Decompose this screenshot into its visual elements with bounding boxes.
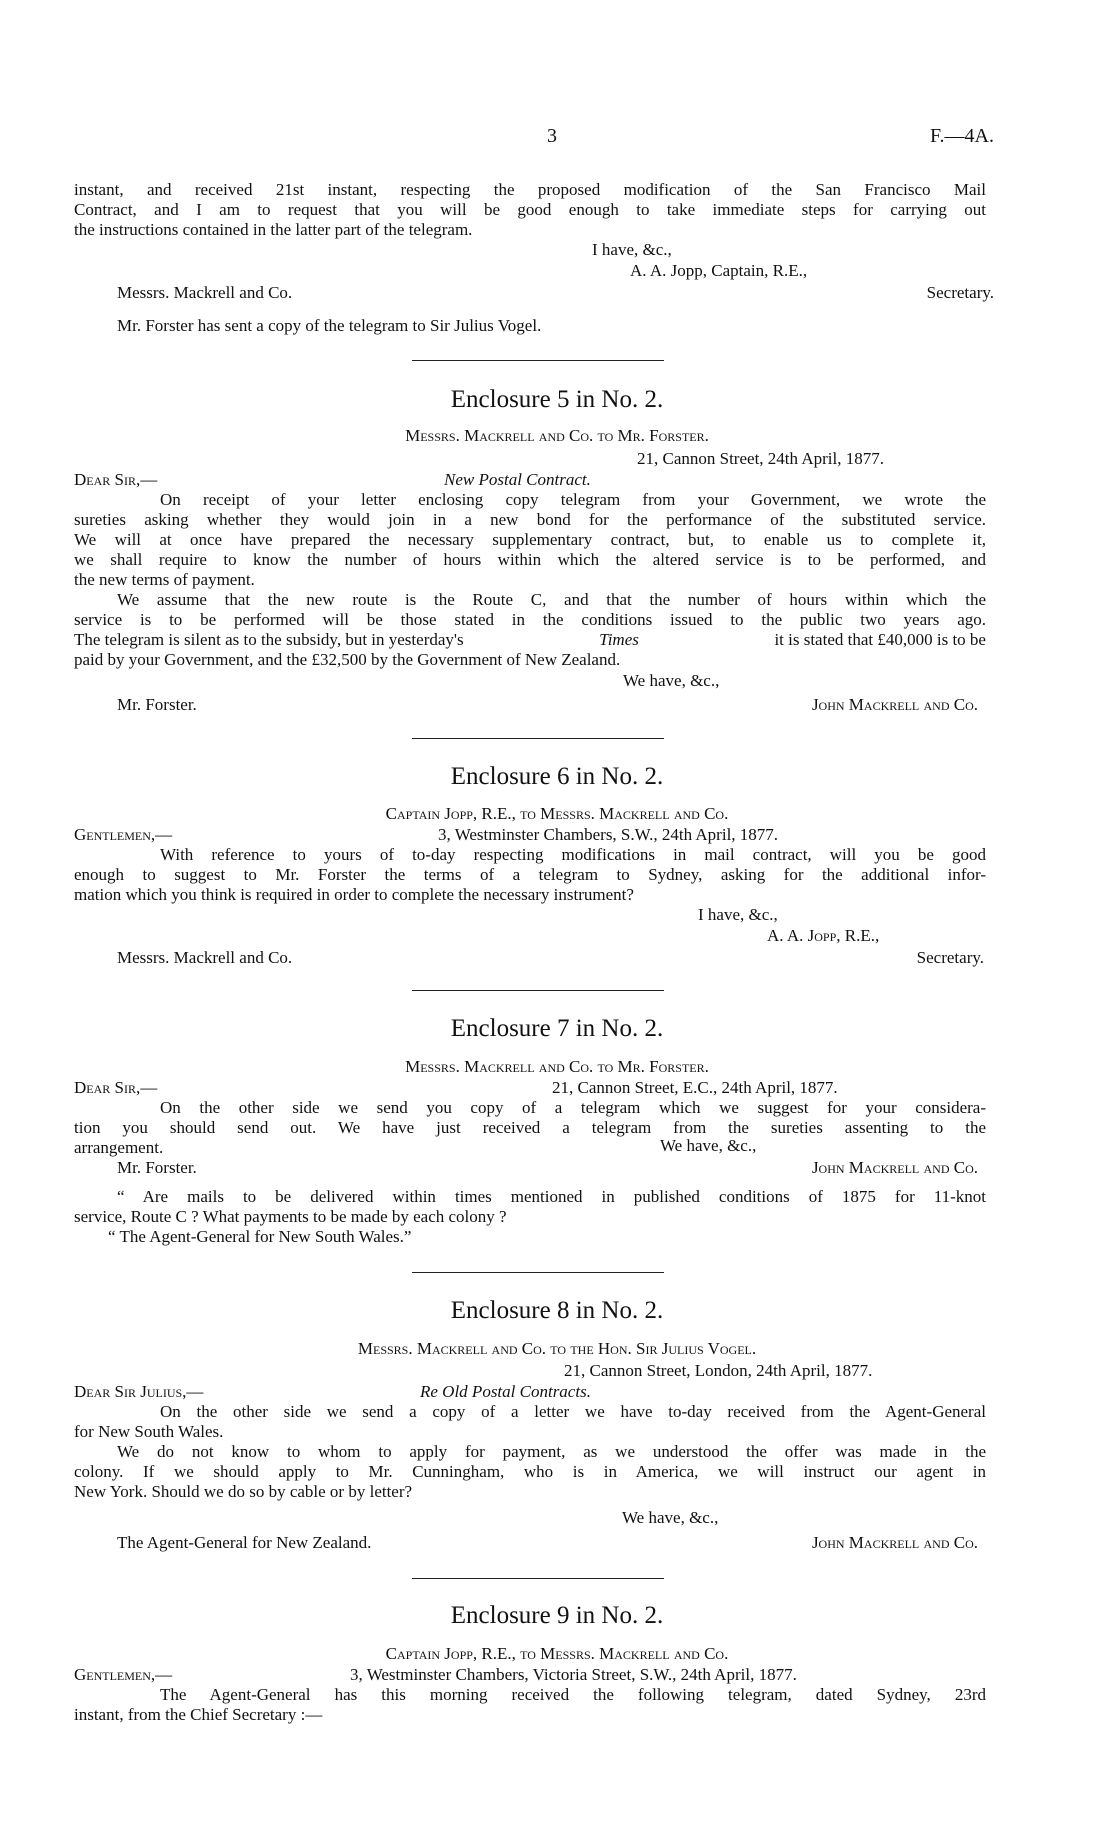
divider-rule [412, 990, 664, 991]
enclosure-6-address: 3, Westminster Chambers, S.W., 24th April, 1877. [438, 825, 779, 844]
enclosure-5-line-8 [74, 630, 986, 649]
enclosure-6-line-1: With reference to yours of to-day respecting modifications in mail contract, will you be good [160, 845, 986, 864]
enclosure-7-signature: John Mackrell and Co. [811, 1158, 978, 1177]
enclosure-6-line-3: mation which you think is required in order to complete the necessary instrument? [74, 885, 634, 904]
divider-rule [412, 1578, 664, 1579]
enclosure-6-signature: A. A. Jopp, R.E., [767, 926, 880, 945]
enclosure-6-closing: I have, &c., [698, 905, 778, 924]
enclosure-5-line-5: the new terms of payment. [74, 570, 255, 589]
enclosure-9-address: 3, Westminster Chambers, Victoria Street, S.W., 24th April, 1877. [350, 1665, 797, 1684]
enclosure-8-heading: Enclosure 8 in No. 2. [450, 1297, 664, 1324]
enclosure-8-signature: John Mackrell and Co. [811, 1533, 978, 1552]
enclosure-5-from-to: Messrs. Mackrell and Co. to Mr. Forster. [405, 426, 709, 445]
enclosure-6-signature-title: Secretary. [916, 948, 984, 967]
enclosure-5-line-9: paid by your Government, and the £32,500 by the Government of New Zealand. [74, 650, 621, 669]
intro-addressee: Messrs. Mackrell and Co. [117, 283, 293, 302]
enclosure-5-closing: We have, &c., [623, 671, 720, 690]
enclosure-5-heading: Enclosure 5 in No. 2. [450, 386, 664, 413]
intro-note: Mr. Forster has sent a copy of the telegram to Sir Julius Vogel. [117, 316, 542, 335]
enclosure-5-line-1: On receipt of your letter enclosing copy telegram from your Government, we wrote the [160, 490, 986, 509]
enclosure-5-line-3: We will at once have prepared the necessary supplementary contract, but, to enable us to complete it, [74, 530, 986, 549]
enclosure-6-addressee: Messrs. Mackrell and Co. [117, 948, 293, 967]
enclosure-7-address: 21, Cannon Street, E.C., 24th April, 1877. [552, 1078, 838, 1097]
enclosure-5-line-4: we shall require to know the number of hours within which the altered service is to be performed, and [74, 550, 986, 569]
enclosure-8-salutation: Dear Sir Julius,— [74, 1382, 204, 1401]
enclosure-7-line-1: On the other side we send you copy of a telegram which we suggest for your considera- [160, 1098, 986, 1117]
enclosure-8-closing: We have, &c., [622, 1508, 719, 1527]
enclosure-5-address: 21, Cannon Street, 24th April, 1877. [637, 449, 884, 468]
divider-rule [412, 360, 664, 361]
telegram-line-1: “ Are mails to be delivered within times mentioned in published conditions of 1875 for 11-knot [117, 1187, 986, 1206]
telegram-line-2: service, Route C ? What payments to be made by each colony ? [74, 1207, 507, 1226]
enclosure-7-salutation: Dear Sir,— [74, 1078, 158, 1097]
enclosure-9-line-2: instant, from the Chief Secretary :— [74, 1705, 323, 1724]
enclosure-5-salutation: Dear Sir,— [74, 470, 158, 489]
intro-signature-title: Secretary. [926, 283, 994, 302]
times-newspaper: Times [599, 630, 639, 649]
enclosure-8-addressee: The Agent-General for New Zealand. [117, 1533, 372, 1552]
enclosure-7-heading: Enclosure 7 in No. 2. [450, 1015, 664, 1042]
divider-rule [412, 738, 664, 739]
enclosure-7-addressee: Mr. Forster. [117, 1158, 197, 1177]
page-number: 3 [547, 125, 557, 147]
enclosure-6-salutation: Gentlemen,— [74, 825, 173, 844]
document-reference: F.—4A. [930, 125, 994, 147]
enclosure-5-line-6: We assume that the new route is the Route C, and that the number of hours within which the [117, 590, 986, 609]
enclosure-6-from-to: Captain Jopp, R.E., to Messrs. Mackrell and Co. [385, 804, 729, 823]
divider-rule [412, 1272, 664, 1273]
enclosure-8-address: 21, Cannon Street, London, 24th April, 1877. [564, 1361, 873, 1380]
enclosure-8-line-5: New York. Should we do so by cable or by letter? [74, 1482, 413, 1501]
telegram-signature: “ The Agent-General for New South Wales.” [108, 1227, 412, 1246]
enclosure-8-line-2: for New South Wales. [74, 1422, 224, 1441]
enclosure-9-line-1: The Agent-General has this morning received the following telegram, dated Sydney, 23rd [160, 1685, 986, 1704]
enclosure-5-line-7: service is to be performed will be those stated in the conditions issued to the public two years ago. [74, 610, 986, 629]
enclosure-8-from-to: Messrs. Mackrell and Co. to the Hon. Sir Julius Vogel. [357, 1339, 757, 1358]
enclosure-8-subject: Re Old Postal Contracts. [420, 1382, 591, 1401]
enclosure-6-line-2: enough to suggest to Mr. Forster the terms of a telegram to Sydney, asking for the additional infor- [74, 865, 986, 884]
enclosure-7-line-3: arrangement. [74, 1138, 164, 1157]
enclosure-9-heading: Enclosure 9 in No. 2. [450, 1602, 664, 1629]
enclosure-9-salutation: Gentlemen,— [74, 1665, 173, 1684]
intro-line-3: the instructions contained in the latter part of the telegram. [74, 220, 473, 239]
intro-signature: A. A. Jopp, Captain, R.E., [630, 261, 808, 280]
intro-line-1: instant, and received 21st instant, respecting the proposed modification of the San Francisco Mail [74, 180, 986, 199]
enclosure-5-line-2: sureties asking whether they would join in a new bond for the performance of the substituted service. [74, 510, 986, 529]
enclosure-7-line-2: tion you should send out. We have just received a telegram from the sureties assenting to the [74, 1118, 986, 1137]
enclosure-5-subject: New Postal Contract. [444, 470, 591, 489]
enclosure-8-line-1: On the other side we send a copy of a letter we have to-day received from the Agent-General [160, 1402, 986, 1421]
enclosure-7-closing: We have, &c., [660, 1136, 757, 1155]
enclosure-6-heading: Enclosure 6 in No. 2. [450, 763, 664, 790]
intro-line-2: Contract, and I am to request that you will be good enough to take immediate steps for carrying out [74, 200, 986, 219]
enclosure-5-line-8-end: it is stated that £40,000 is to be [774, 630, 986, 649]
enclosure-9-from-to: Captain Jopp, R.E., to Messrs. Mackrell and Co. [385, 1644, 729, 1663]
enclosure-5-addressee: Mr. Forster. [117, 695, 197, 714]
enclosure-8-line-4: colony. If we should apply to Mr. Cunningham, who is in America, we will instruct our agent in [74, 1462, 986, 1481]
enclosure-7-from-to: Messrs. Mackrell and Co. to Mr. Forster. [405, 1057, 709, 1076]
intro-closing: I have, &c., [592, 240, 672, 259]
enclosure-5-line-8-start: The telegram is silent as to the subsidy, but in yesterday's [74, 630, 464, 649]
enclosure-5-signature: John Mackrell and Co. [811, 695, 978, 714]
enclosure-8-line-3: We do not know to whom to apply for payment, as we understood the offer was made in the [117, 1442, 986, 1461]
